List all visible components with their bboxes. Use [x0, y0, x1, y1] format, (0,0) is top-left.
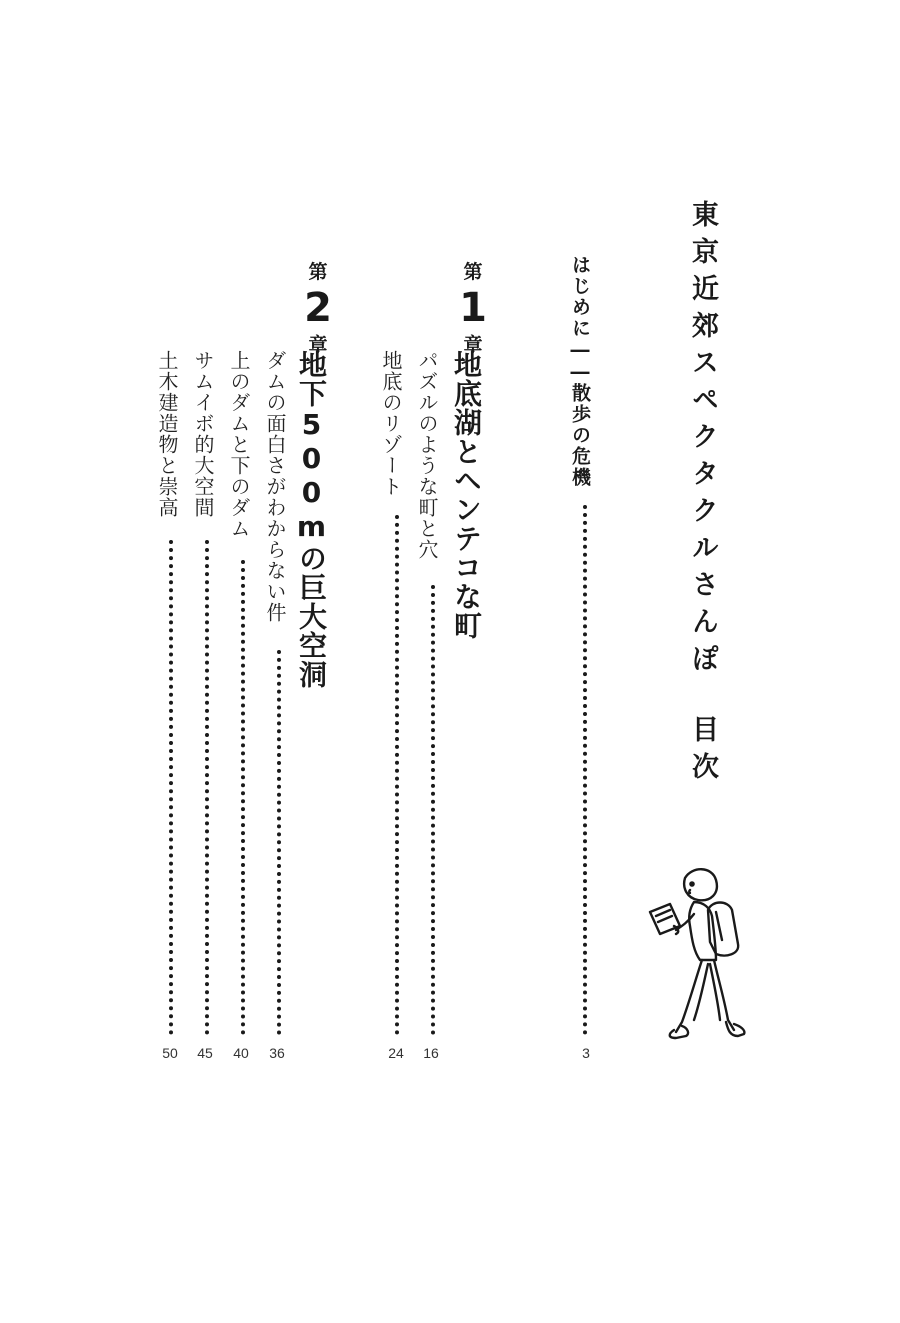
entry-page-number: 45 — [197, 1045, 213, 1061]
intro-leader-dots — [583, 505, 587, 1035]
toc-entry: ダムの面白さがわからない件 — [263, 350, 287, 623]
chapter2-dai: 第 — [308, 261, 328, 283]
entry-leader-dots — [169, 540, 173, 1035]
chapter2-number: 2 — [304, 285, 332, 331]
entry-page-number: 50 — [162, 1045, 178, 1061]
intro-heading — [567, 255, 594, 488]
entry-page-number: 24 — [388, 1045, 404, 1061]
chapter2-title: 地下500mの巨大空洞 — [295, 350, 328, 689]
chapter1-sho: 章 — [463, 334, 483, 356]
chapter1-dai: 第 — [463, 261, 483, 283]
entry-leader-dots — [395, 515, 399, 1035]
book-title: 東京近郊スペクタクルさんぽ — [687, 200, 718, 681]
chapter1-number: 1 — [459, 285, 487, 331]
toc-entry: サムイボ的大空間 — [191, 350, 215, 518]
toc-label: 目次 — [687, 715, 718, 789]
toc-entry: 土木建造物と崇高 — [155, 350, 179, 518]
walking-person-illustration — [630, 860, 760, 1050]
chapter1-label — [448, 257, 498, 357]
intro-page-number: 3 — [582, 1045, 590, 1061]
entry-page-number: 40 — [233, 1045, 249, 1061]
intro-dash: ―― — [569, 339, 591, 383]
entry-page-number: 16 — [423, 1045, 439, 1061]
entry-leader-dots — [205, 540, 209, 1035]
entry-page-number: 36 — [269, 1045, 285, 1061]
toc-entry: 地底のリゾート — [379, 350, 403, 497]
chapter2-sho: 章 — [308, 334, 328, 356]
entry-leader-dots — [241, 560, 245, 1035]
toc-entry: パズルのような町と穴 — [415, 350, 439, 560]
toc-entry: 上のダムと下のダム — [227, 350, 251, 539]
chapter1-title: 地底湖とヘンテコな町 — [450, 350, 483, 640]
entry-leader-dots — [277, 650, 281, 1035]
intro-subtitle: 散歩の危機 — [569, 383, 591, 488]
chapter2-label — [293, 257, 343, 357]
entry-leader-dots — [431, 585, 435, 1035]
toc-title — [683, 200, 722, 789]
intro-label: はじめに — [569, 255, 591, 339]
